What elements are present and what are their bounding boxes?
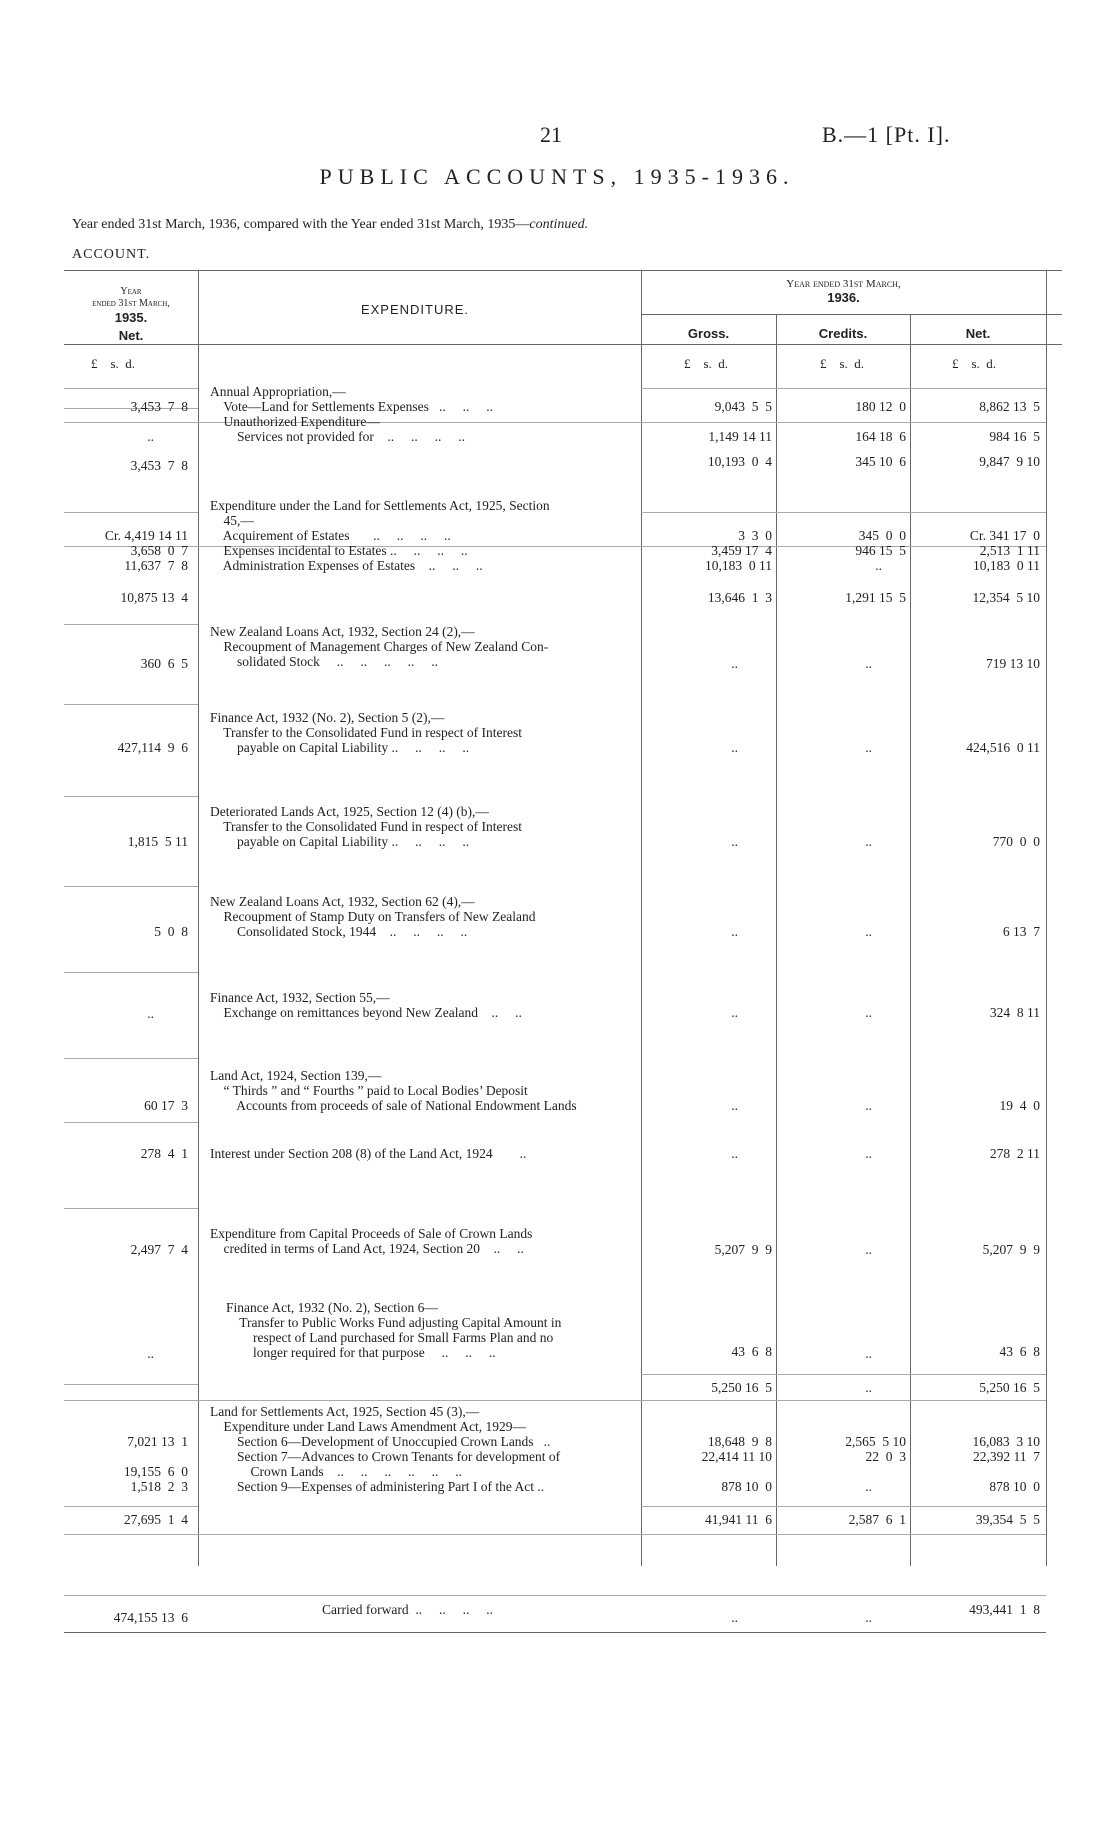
desc-line: respect of Land purchased for Small Farms Plan and no — [226, 1330, 554, 1345]
row-deteriorated-lands-desc — [210, 804, 522, 849]
prev-year-header-line2: ended 31st March, — [92, 298, 170, 309]
credits-value: .. — [875, 558, 882, 573]
lsd-prev: £ s. d. — [91, 356, 136, 371]
net-value: 10,183 0 11 — [973, 558, 1040, 573]
desc-line: Consolidated Stock, 1944 .. .. .. .. — [210, 924, 468, 939]
gross-value: 22,414 11 10 — [701, 1449, 772, 1464]
gross-value: .. — [731, 656, 738, 671]
credits-carried-forward: .. — [865, 1610, 872, 1625]
credits-value: .. — [865, 1146, 872, 1161]
document-reference: B.—1 [Pt. I]. — [822, 122, 951, 147]
rule — [64, 972, 198, 973]
carried-forward-label — [322, 1602, 493, 1617]
prev-value: 5 0 8 — [154, 924, 188, 939]
prev-value: 60 17 3 — [144, 1098, 188, 1113]
desc-line: solidated Stock .. .. .. .. .. — [210, 654, 438, 669]
desc-line: Acquirement of Estates .. .. .. .. — [210, 528, 451, 543]
gross-value: 3,459 17 4 — [711, 543, 772, 558]
net-subtotal: 5,250 16 5 — [979, 1380, 1040, 1395]
rule — [641, 1506, 1046, 1507]
net-subtotal: 12,354 5 10 — [972, 590, 1040, 605]
prev-value: Cr. 4,419 14 11 — [104, 528, 188, 543]
gross-value: 3 3 0 — [738, 528, 772, 543]
rule — [64, 1208, 198, 1209]
desc-line: New Zealand Loans Act, 1932, Section 24 (2),— — [210, 624, 475, 639]
rule — [641, 1374, 1046, 1375]
row-annual-appropriation-desc — [210, 384, 493, 444]
rule — [64, 1632, 1046, 1633]
net-value: Cr. 341 17 0 — [969, 528, 1040, 543]
prev-value: 360 6 5 — [140, 656, 188, 671]
net-carried-forward: 493,441 1 8 — [969, 1602, 1040, 1617]
desc-line: Carried forward .. .. .. .. — [322, 1602, 493, 1617]
col-divider-prev — [198, 270, 199, 1566]
rule — [64, 796, 198, 797]
lsd-net: £ s. d. — [952, 356, 997, 371]
desc-line: payable on Capital Liability .. .. .. .. — [210, 834, 470, 849]
subtitle-italic: continued. — [529, 217, 589, 232]
credits-value: 345 0 0 — [858, 528, 906, 543]
rule — [64, 624, 198, 625]
rule — [64, 1384, 198, 1385]
gross-value: 43 6 8 — [731, 1344, 772, 1359]
desc-line: Recoupment of Management Charges of New Zealand Con- — [210, 639, 549, 654]
net-value: 16,083 3 10 — [972, 1434, 1040, 1449]
header-bottom-rule — [64, 344, 1062, 345]
rule — [64, 1595, 1046, 1596]
rule — [64, 886, 198, 887]
desc-line: 45,— — [210, 513, 254, 528]
row-finance-act-exchange-desc — [210, 990, 522, 1020]
net-subtotal: 39,354 5 5 — [975, 1512, 1040, 1527]
desc-line: Crown Lands .. .. .. .. .. .. — [210, 1464, 462, 1479]
gross-subtotal: 41,941 11 6 — [705, 1512, 772, 1527]
col-divider-desc — [641, 270, 642, 1566]
gross-value: .. — [731, 1098, 738, 1113]
account-label: ACCOUNT. — [72, 247, 151, 262]
prev-value: .. — [147, 429, 154, 444]
gross-subtotal: 13,646 1 3 — [707, 590, 772, 605]
prev-subtotal: 27,695 1 4 — [123, 1512, 188, 1527]
col-divider-gross — [776, 314, 777, 1566]
credits-value: .. — [865, 834, 872, 849]
credits-value: 164 18 6 — [855, 429, 906, 444]
current-year-header: Year ended 31st March, — [786, 278, 901, 290]
expenditure-header: EXPENDITURE. — [360, 302, 470, 317]
prev-value: .. — [147, 1006, 154, 1021]
current-year-rule — [641, 314, 1062, 315]
prev-year-label: 1935. — [114, 310, 148, 325]
net-value: 2,513 1 11 — [979, 543, 1040, 558]
rule — [641, 388, 1046, 389]
desc-line: Unauthorized Expenditure— — [210, 414, 380, 429]
net-value: 770 0 0 — [992, 834, 1040, 849]
rule — [64, 1400, 1046, 1401]
gross-carried-forward: .. — [731, 1610, 738, 1625]
prev-year-header — [64, 286, 198, 310]
row-finance-act-interest-desc — [210, 710, 522, 755]
gross-value: 1,149 14 11 — [708, 429, 772, 444]
page-number: 21 — [540, 122, 562, 147]
prev-value: 2,497 7 4 — [130, 1242, 188, 1257]
prev-value: 19,155 6 0 — [123, 1464, 188, 1479]
net-value: 719 13 10 — [986, 656, 1040, 671]
gross-header: Gross. — [687, 326, 730, 341]
net-value: 8,862 13 5 — [979, 399, 1040, 414]
net-value: 6 13 7 — [1002, 924, 1040, 939]
rule — [64, 704, 198, 705]
desc-line: Finance Act, 1932 (No. 2), Section 5 (2),— — [210, 710, 445, 725]
rule — [641, 512, 1046, 513]
desc-line: Expenditure under the Land for Settlements Act, 1925, Section — [210, 498, 550, 513]
row-interest-land-act-desc — [210, 1146, 526, 1161]
row-capital-proceeds-desc — [210, 1226, 532, 1256]
credits-subtotal: 1,291 15 5 — [845, 590, 906, 605]
prev-value: 7,021 13 1 — [127, 1434, 188, 1449]
desc-line: Finance Act, 1932, Section 55,— — [210, 990, 390, 1005]
desc-line: New Zealand Loans Act, 1932, Section 62 (4),— — [210, 894, 475, 909]
desc-line: “ Thirds ” and “ Fourths ” paid to Local Bodies’ Deposit — [210, 1083, 528, 1098]
expenditure-ledger — [64, 270, 1062, 1625]
gross-value: .. — [731, 834, 738, 849]
desc-line: Section 9—Expenses of administering Part I of the Act .. — [210, 1479, 545, 1494]
prev-value: 3,453 7 8 — [130, 399, 188, 414]
net-value: 324 8 11 — [989, 1005, 1040, 1020]
prev-value: 1,815 5 11 — [127, 834, 188, 849]
credits-value: .. — [865, 1346, 872, 1361]
col-divider-credits — [910, 314, 911, 1566]
row-public-works-transfer-desc — [226, 1300, 561, 1360]
desc-line: Expenditure from Capital Proceeds of Sale of Crown Lands — [210, 1226, 533, 1241]
col-divider-right — [1046, 270, 1047, 1566]
row-land-laws-amendment-desc — [210, 1404, 560, 1494]
gross-value: 9,043 5 5 — [714, 399, 772, 414]
row-land-settlements-desc — [210, 498, 550, 573]
desc-line: Accounts from proceeds of sale of National Endowment Lands — [210, 1098, 577, 1113]
rule — [64, 388, 198, 389]
credits-value: .. — [865, 1098, 872, 1113]
desc-line: credited in terms of Land Act, 1924, Section 20 .. .. — [210, 1241, 524, 1256]
net-value: 19 4 0 — [999, 1098, 1040, 1113]
desc-line: Interest under Section 208 (8) of the Land Act, 1924 .. — [210, 1146, 527, 1161]
desc-line: Expenditure under Land Laws Amendment Act, 1929— — [210, 1419, 527, 1434]
credits-subtotal: 2,587 6 1 — [848, 1512, 906, 1527]
prev-value: .. — [147, 1346, 154, 1361]
desc-line: Deteriorated Lands Act, 1925, Section 12 (4) (b),— — [210, 804, 489, 819]
prev-year-header-line1: Year — [120, 286, 142, 297]
prev-value: 11,637 7 8 — [124, 558, 188, 573]
net-value: 22,392 11 7 — [973, 1449, 1040, 1464]
desc-line: Section 6—Development of Unoccupied Crown Lands .. — [210, 1434, 551, 1449]
net-value: 424,516 0 11 — [966, 740, 1040, 755]
prev-value: 3,658 0 7 — [130, 543, 188, 558]
desc-line: Services not provided for .. .. .. .. — [210, 429, 465, 444]
gross-value: 878 10 0 — [721, 1479, 772, 1494]
desc-line: Transfer to the Consolidated Fund in respect of Interest — [210, 725, 522, 740]
credits-header: Credits. — [818, 326, 868, 341]
desc-line: Expenses incidental to Estates .. .. .. .. — [210, 543, 468, 558]
desc-line: Section 7—Advances to Crown Tenants for development of — [210, 1449, 561, 1464]
rule — [64, 1534, 1046, 1535]
net-value: 5,207 9 9 — [982, 1242, 1040, 1257]
lsd-gross: £ s. d. — [684, 356, 729, 371]
credits-value: 180 12 0 — [855, 399, 906, 414]
prev-value: 427,114 9 6 — [117, 740, 188, 755]
lsd-credits: £ s. d. — [820, 356, 865, 371]
credits-value: 2,565 5 10 — [845, 1434, 906, 1449]
subtitle-main: Year ended 31st March, 1936, compared with the Year ended 31st March, 1935— — [72, 217, 530, 232]
rule — [64, 1058, 198, 1059]
credits-value: .. — [865, 1479, 872, 1494]
desc-line: Annual Appropriation,— — [210, 384, 346, 399]
gross-value: 10,183 0 11 — [705, 558, 772, 573]
prev-carried-forward: 474,155 13 6 — [113, 1610, 188, 1625]
net-value: 984 16 5 — [989, 429, 1040, 444]
desc-line: Land Act, 1924, Section 139,— — [210, 1068, 382, 1083]
net-header: Net. — [965, 326, 991, 341]
desc-line: Transfer to Public Works Fund adjusting Capital Amount in — [226, 1315, 562, 1330]
prev-value: 1,518 2 3 — [130, 1479, 188, 1494]
row-land-act-thirds-fourths-desc — [210, 1068, 577, 1113]
gross-value: .. — [731, 924, 738, 939]
desc-line: Transfer to the Consolidated Fund in respect of Interest — [210, 819, 522, 834]
prev-subtotal: 3,453 7 8 — [130, 458, 188, 473]
subtitle — [72, 217, 588, 233]
credits-value: .. — [865, 656, 872, 671]
desc-line: longer required for that purpose .. .. .. — [226, 1345, 496, 1360]
credits-value: .. — [865, 740, 872, 755]
gross-value: .. — [731, 1005, 738, 1020]
row-nz-loans-stamp-duty-desc — [210, 894, 535, 939]
current-year-label: 1936. — [827, 290, 860, 305]
gross-value: 5,207 9 9 — [714, 1242, 772, 1257]
credits-value: 22 0 3 — [865, 1449, 906, 1464]
credits-value: .. — [865, 1005, 872, 1020]
prev-net-header: Net. — [118, 328, 144, 343]
credits-subtotal: .. — [865, 1380, 872, 1395]
rule — [64, 1506, 198, 1507]
desc-line: Land for Settlements Act, 1925, Section 45 (3),— — [210, 1404, 480, 1419]
net-subtotal: 9,847 9 10 — [979, 454, 1040, 469]
desc-line: payable on Capital Liability .. .. .. .. — [210, 740, 470, 755]
net-value: 278 2 11 — [989, 1146, 1040, 1161]
net-value: 43 6 8 — [999, 1344, 1040, 1359]
desc-line: Recoupment of Stamp Duty on Transfers of New Zealand — [210, 909, 536, 924]
gross-value: .. — [731, 740, 738, 755]
gross-value: 18,648 9 8 — [707, 1434, 772, 1449]
prev-value: 278 4 1 — [140, 1146, 188, 1161]
row-nz-loans-recoupment-desc — [210, 624, 548, 669]
gross-subtotal: 5,250 16 5 — [711, 1380, 772, 1395]
rule — [64, 512, 198, 513]
gross-value: .. — [731, 1146, 738, 1161]
desc-line: Vote—Land for Settlements Expenses .. .. .. — [210, 399, 493, 414]
desc-line: Finance Act, 1932 (No. 2), Section 6— — [226, 1300, 438, 1315]
prev-subtotal: 10,875 13 4 — [120, 590, 188, 605]
net-value: 878 10 0 — [989, 1479, 1040, 1494]
rule — [64, 1122, 198, 1123]
credits-value: 946 15 5 — [855, 543, 906, 558]
gross-subtotal: 10,193 0 4 — [707, 454, 772, 469]
desc-line: Exchange on remittances beyond New Zealand .. .. — [210, 1005, 522, 1020]
page-title: PUBLIC ACCOUNTS, 1935-1936. — [319, 164, 795, 189]
credits-value: .. — [865, 1242, 872, 1257]
desc-line: Administration Expenses of Estates .. .. .. — [210, 558, 483, 573]
credits-value: .. — [865, 924, 872, 939]
header-top-rule — [64, 270, 1062, 271]
credits-subtotal: 345 10 6 — [855, 454, 906, 469]
